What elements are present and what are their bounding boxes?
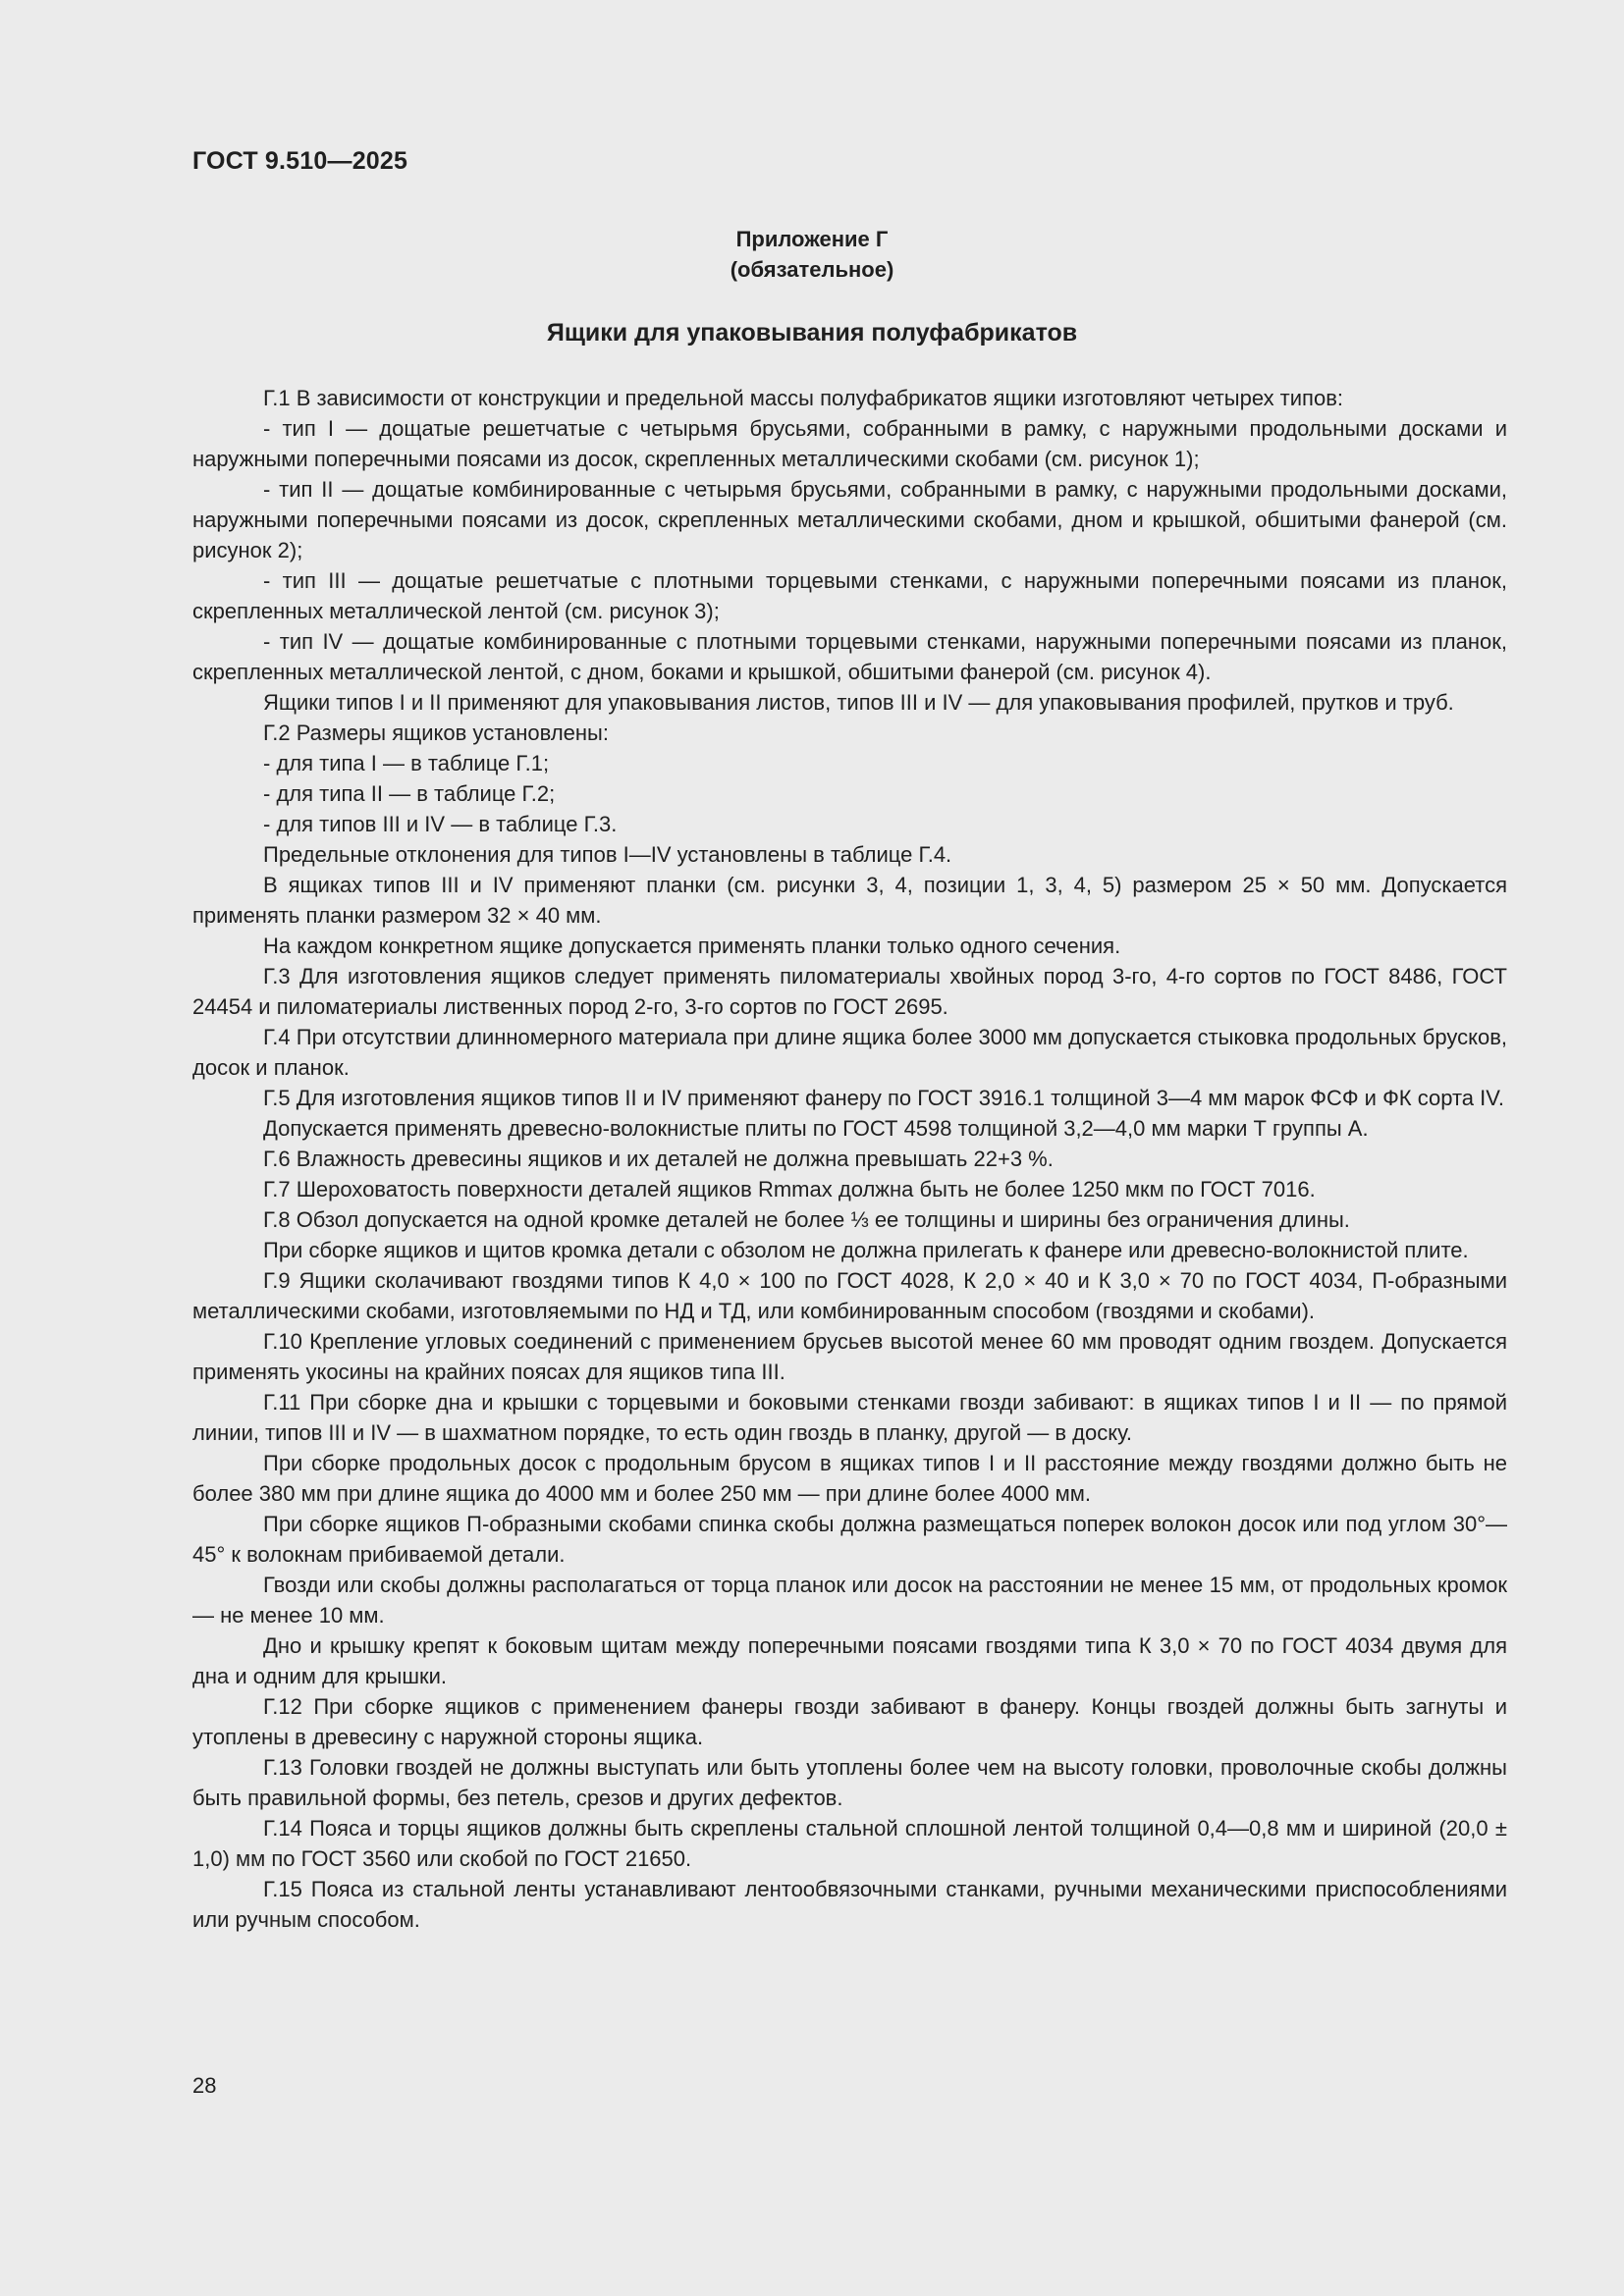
paragraph: Г.12 При сборке ящиков с применением фанеры гвозди забивают в фанеру. Концы гвоздей должны быть загнуты и утоплены в древесину с наружной стороны ящика.: [192, 1694, 1507, 1749]
paragraph: Г.8 Обзол допускается на одной кромке деталей не более ⅓ ее толщины и ширины без ограничения длины.: [263, 1207, 1350, 1232]
annex-title: Приложение Г: [735, 227, 889, 251]
page-number: 28: [192, 2073, 217, 2098]
paragraph: Допускается применять древесно-волокнистые плиты по ГОСТ 4598 толщиной 3,2—4,0 мм марки Т группы А.: [263, 1116, 1369, 1141]
paragraph: Г.4 При отсутствии длинномерного материала при длине ящика более 3000 мм допускается стыковка продольных брусков, досок и планок.: [192, 1025, 1507, 1080]
paragraph: При сборке ящиков П-образными скобами спинка скобы должна размещаться поперек волокон досок или под углом 30°—45° к волокнам прибиваемой детали.: [192, 1512, 1507, 1567]
paragraph: - для типа II — в таблице Г.2;: [263, 781, 556, 806]
paragraph: - тип IV — дощатые комбинированные с плотными торцевыми стенками, наружными поперечными поясами из планок, скрепленных металлической лентой, с дном, боками и крышкой, обшитыми фанерой (см. рисунок 4).: [192, 629, 1507, 684]
paragraph: Г.6 Влажность древесины ящиков и их деталей не должна превышать 22+3 %.: [263, 1147, 1054, 1171]
paragraph: Г.10 Крепление угловых соединений с применением брусьев высотой менее 60 мм проводят одним гвоздем. Допускается применять укосины на крайних поясах для ящиков типа III.: [192, 1329, 1507, 1384]
annex-status: (обязательное): [730, 257, 894, 282]
paragraph: - для типов III и IV — в таблице Г.3.: [263, 812, 618, 836]
paragraph: Дно и крышку крепят к боковым щитам между поперечными поясами гвоздями типа К 3,0 × 70 по ГОСТ 4034 двумя для дна и одним для крышки.: [192, 1633, 1507, 1688]
paragraph: Г.9 Ящики сколачивают гвоздями типов К 4,0 × 100 по ГОСТ 4028, К 2,0 × 40 и К 3,0 × 70 по ГОСТ 4034, П-образными металлическими скобами, изготовляемыми по НД и ТД, или комбинированным способом (гвоздями и скобами).: [192, 1268, 1507, 1323]
paragraph: - для типа I — в таблице Г.1;: [263, 751, 550, 775]
paragraph: Г.7 Шероховатость поверхности деталей ящиков Rmmax должна быть не более 1250 мкм по ГОСТ 7016.: [263, 1177, 1316, 1201]
paragraph: Г.13 Головки гвоздей не должны выступать или быть утоплены более чем на высоту головки, проволочные скобы должны быть правильной формы, без петель, срезов и других дефектов.: [192, 1755, 1507, 1810]
paragraph: - тип I — дощатые решетчатые с четырьмя брусьями, собранными в рамку, с наружными продольными досками и наружными поперечными поясами из досок, скрепленных металлическими скобами (см. рисунок 1);: [192, 416, 1507, 471]
paragraph: Предельные отклонения для типов I—IV установлены в таблице Г.4.: [263, 842, 952, 867]
paragraph: При сборке ящиков и щитов кромка детали с обзолом не должна прилегать к фанере или древесно-волокнистой плите.: [263, 1238, 1469, 1262]
paragraph: Г.5 Для изготовления ящиков типов II и IV применяют фанеру по ГОСТ 3916.1 толщиной 3—4 мм марок ФСФ и ФК сорта IV.: [263, 1086, 1505, 1110]
document-body: [192, 383, 1507, 1935]
paragraph: При сборке продольных досок с продольным брусом в ящиках типов I и II расстояние между гвоздями должно быть не более 380 мм при длине ящика до 4000 мм и более 250 мм — при длине более 4000 мм.: [192, 1451, 1507, 1506]
paragraph: Г.3 Для изготовления ящиков следует применять пиломатериалы хвойных пород 3-го, 4-го сортов по ГОСТ 8486, ГОСТ 24454 и пиломатериалы лиственных пород 2-го, 3-го сортов по ГОСТ 2695.: [192, 964, 1507, 1019]
paragraph: Гвозди или скобы должны располагаться от торца планок или досок на расстоянии не менее 15 мм, от продольных кромок — не менее 10 мм.: [192, 1573, 1507, 1628]
paragraph: Г.1 В зависимости от конструкции и предельной массы полуфабрикатов ящики изготовляют четырех типов:: [263, 386, 1343, 410]
section-title: Ящики для упаковывания полуфабрикатов: [546, 319, 1078, 347]
paragraph: На каждом конкретном ящике допускается применять планки только одного сечения.: [263, 934, 1121, 958]
document-code: ГОСТ 9.510—2025: [192, 147, 408, 175]
paragraph: - тип III — дощатые решетчатые с плотными торцевыми стенками, с наружными поперечными поясами из планок, скрепленных металлической лентой (см. рисунок 3);: [192, 568, 1507, 623]
paragraph: Г.2 Размеры ящиков установлены:: [263, 721, 609, 745]
paragraph: - тип II — дощатые комбинированные с четырьмя брусьями, собранными в рамку, с наружными продольными досками, наружными поперечными поясами из досок, скрепленных металлическими скобами, дном и крышкой, обшитыми фанерой (см. рисунок 2);: [192, 477, 1507, 562]
paragraph: Г.11 При сборке дна и крышки с торцевыми и боковыми стенками гвозди забивают: в ящиках типов I и II — по прямой линии, типов III и IV — в шахматном порядке, то есть один гвоздь в планку, другой — в доску.: [192, 1390, 1507, 1445]
paragraph: Г.14 Пояса и торцы ящиков должны быть скреплены стальной сплошной лентой толщиной 0,4—0,8 мм и шириной (20,0 ± 1,0) мм по ГОСТ 3560 или скобой по ГОСТ 21650.: [192, 1816, 1507, 1871]
paragraph: Ящики типов I и II применяют для упаковывания листов, типов III и IV — для упаковывания профилей, прутков и труб.: [263, 690, 1454, 715]
paragraph: В ящиках типов III и IV применяют планки (см. рисунки 3, 4, позиции 1, 3, 4, 5) размером 25 × 50 мм. Допускается применять планки размером 32 × 40 мм.: [192, 873, 1507, 928]
annex-heading: [0, 224, 1624, 285]
paragraph: Г.15 Пояса из стальной ленты устанавливают лентообвязочными станками, ручными механическими приспособлениями или ручным способом.: [192, 1877, 1507, 1932]
